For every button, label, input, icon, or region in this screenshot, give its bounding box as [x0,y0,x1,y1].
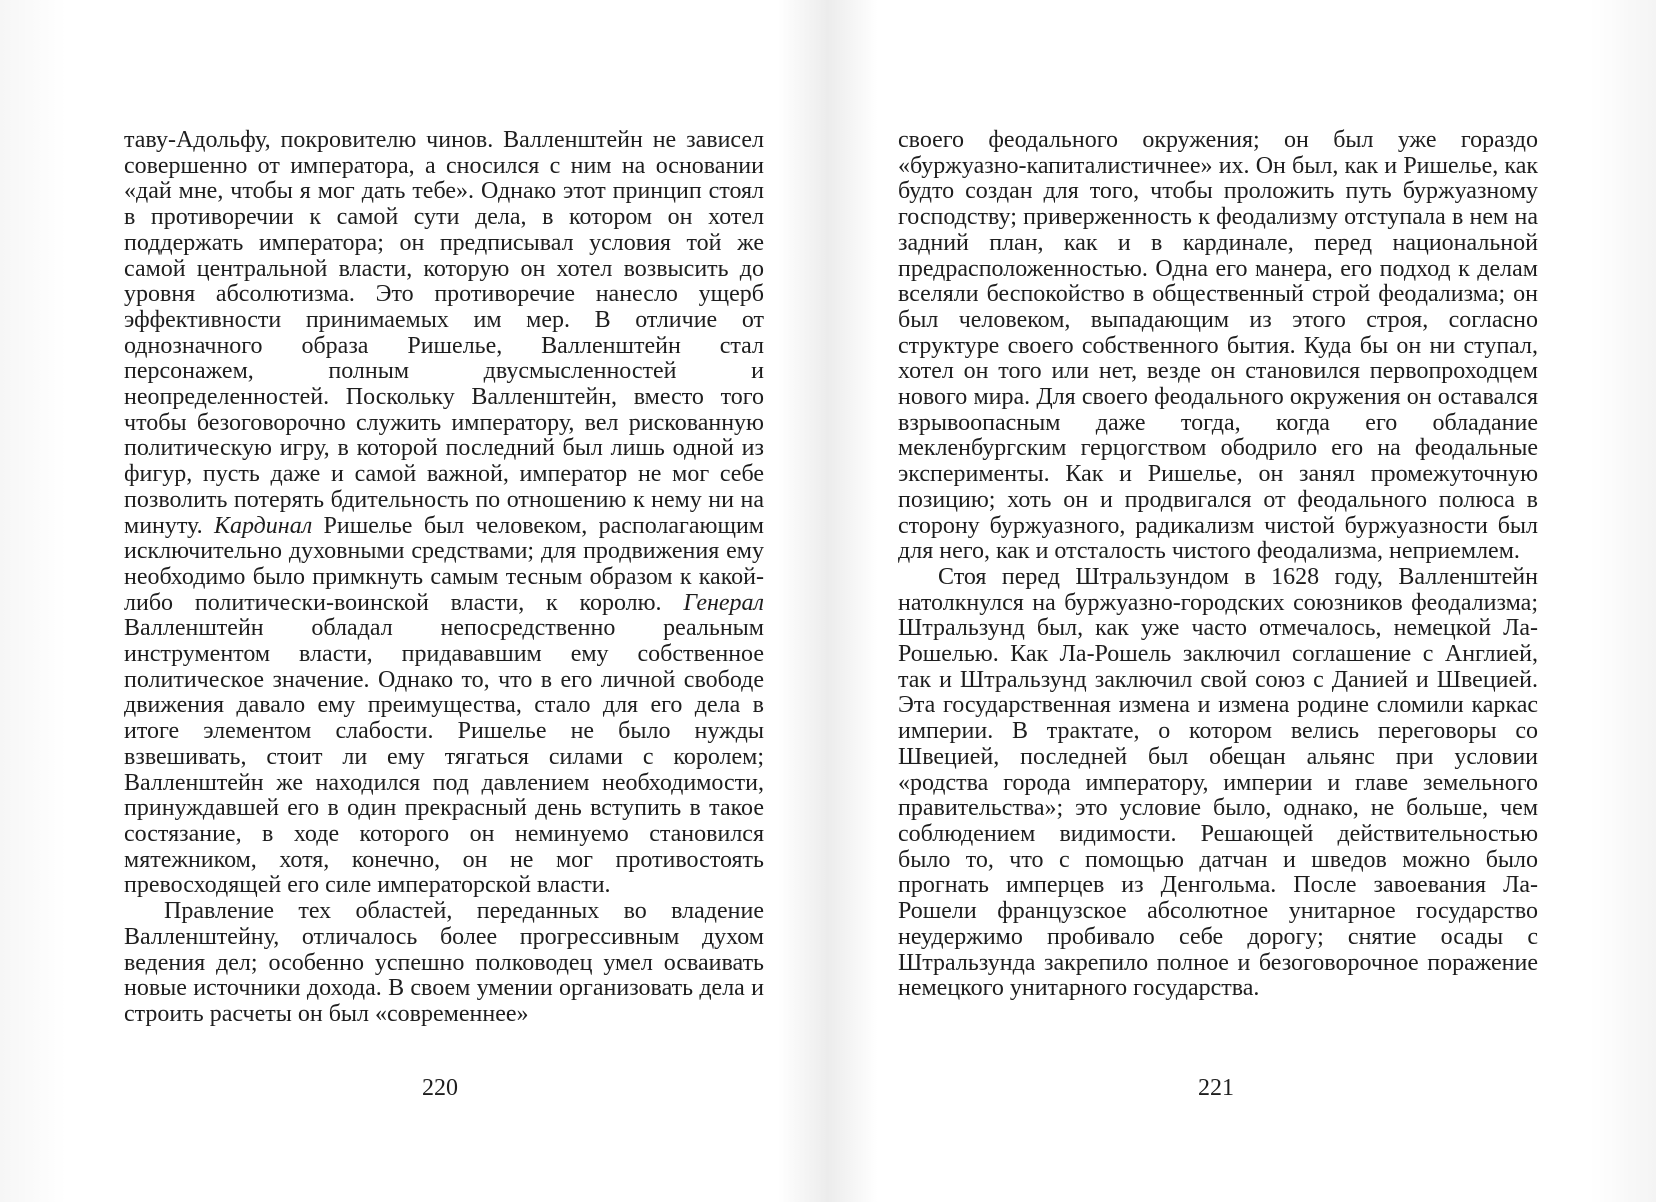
left-paragraph-1-text-a: таву-Адольфу, покровителю чинов. Валленштейн не зависел совершенно от императора, а сносился с ним на основании «дай мне, чтобы я мог дать тебе». Однако этот принцип стоял в противоречии к самой сути дела, в котором он хотел поддержать императора; он предписывал условия той же самой центральной власти, которую он хотел возвысить до уровня абсолютизма. Это противоречие нанесло ущерб эффективности принимаемых им мер. В отличие от однозначного образа Ришелье, Валленштейн стал персонажем, полным двусмысленностей и неопределенностей. Поскольку Валленштейн, вместо того чтобы безоговорочно служить императору, вел рискованную политическую игру, в которой последний был лишь одной из фигур, пусть даже и самой важной, император не мог себе позволить потерять бдительность по отношению к нему ни на минуту. [124,127,764,539]
left-page-number: 220 [422,1075,458,1101]
right-page-number: 221 [1198,1075,1234,1101]
left-italic-cardinal: Кардинал [214,512,313,539]
left-italic-general: Генерал [683,589,765,616]
left-paragraph-1-text-b: Ришелье был человеком, располагающим исключительно духовными средствами; для продвижения ему необходимо было примкнуть самым тесным образом к какой-либо политически-воинской власти, к королю. [124,512,764,616]
right-paragraph-1: своего феодального окружения; он был уже гораздо «буржуазно-капиталистичнее» их. Он был, как и Ришелье, как будто создан для того, чтобы проложить путь буржуазному господству; приверженность к феодализму отступала в нем на задний план, как и в кардинале, перед национальной предрасположенностью. Одна его манера, его подход к делам вселяли беспокойство в общественный строй феодализма; он был человеком, выпадающим из этого строя, согласно структуре своего собственного бытия. Куда бы он ни ступал, хотел он того или нет, везде он становился первопроходцем нового мира. Для своего феодального окружения он оставался взрывоопасным даже тогда, когда его обладание мекленбургским герцогством ободрило его на феодальные эксперименты. Как и Ришелье, он занял промежуточную позицию; хоть он и продвигался от феодального полюса в сторону буржуазного, радикализм чистой буржуазности был для него, как и отсталость чистого феодализма, неприемлем. [898,127,1538,565]
left-page [124,128,764,1028]
left-paragraph-1-text-c: Валленштейн обладал непосредственно реальным инструментом власти, придававшим ему собственное политическое значение. Однако то, что в его личной свободе движения давало ему преимущества, стало для его дела в итоге элементом слабости. Ришелье не было нужды взвешивать, стоит ли ему тягаться силами с королем; Валленштейн же находился под давлением необходимости, принуждавшей его в один прекрасный день вступить в такое состязание, в ходе которого он неминуемо становился мятежником, хотя, конечно, он не мог противостоять превосходящей его силе императорской власти. [124,615,764,899]
right-page [898,128,1538,1002]
left-paragraph-2: Правление тех областей, переданных во владение Валленштейну, отличалось более прогрессивным духом ведения дел; особенно успешно полководец умел осваивать новые источники дохода. В своем умении организовать дела и строить расчеты он был «современнее» [124,898,764,1027]
right-paragraph-2: Стоя перед Штральзундом в 1628 году, Валленштейн натолкнулся на буржуазно-городских союзников феодализма; Штральзунд был, как уже часто отмечалось, немецкой Ла-Рошелью. Как Ла-Рошель заключил соглашение с Англией, так и Штральзунд заключил свой союз с Данией и Швецией. Эта государственная измена и измена родине сломили каркас империи. В трактате, о котором велись переговоры со Швецией, последней был обещан альянс при условии «родства города императору, империи и главе земельного правительства»; это условие было, однако, не больше, чем соблюдением видимости. Решающей действительностью было то, что с помощью датчан и шведов можно было прогнать имперцев из Денгольма. После завоевания Ла-Рошели французское абсолютное унитарное государство неудержимо пробивало себе дорогу; снятие осады с Штральзунда закрепило полное и безоговорочное поражение немецкого унитарного государства. [898,563,1538,1002]
left-paragraph-1 [124,128,764,899]
